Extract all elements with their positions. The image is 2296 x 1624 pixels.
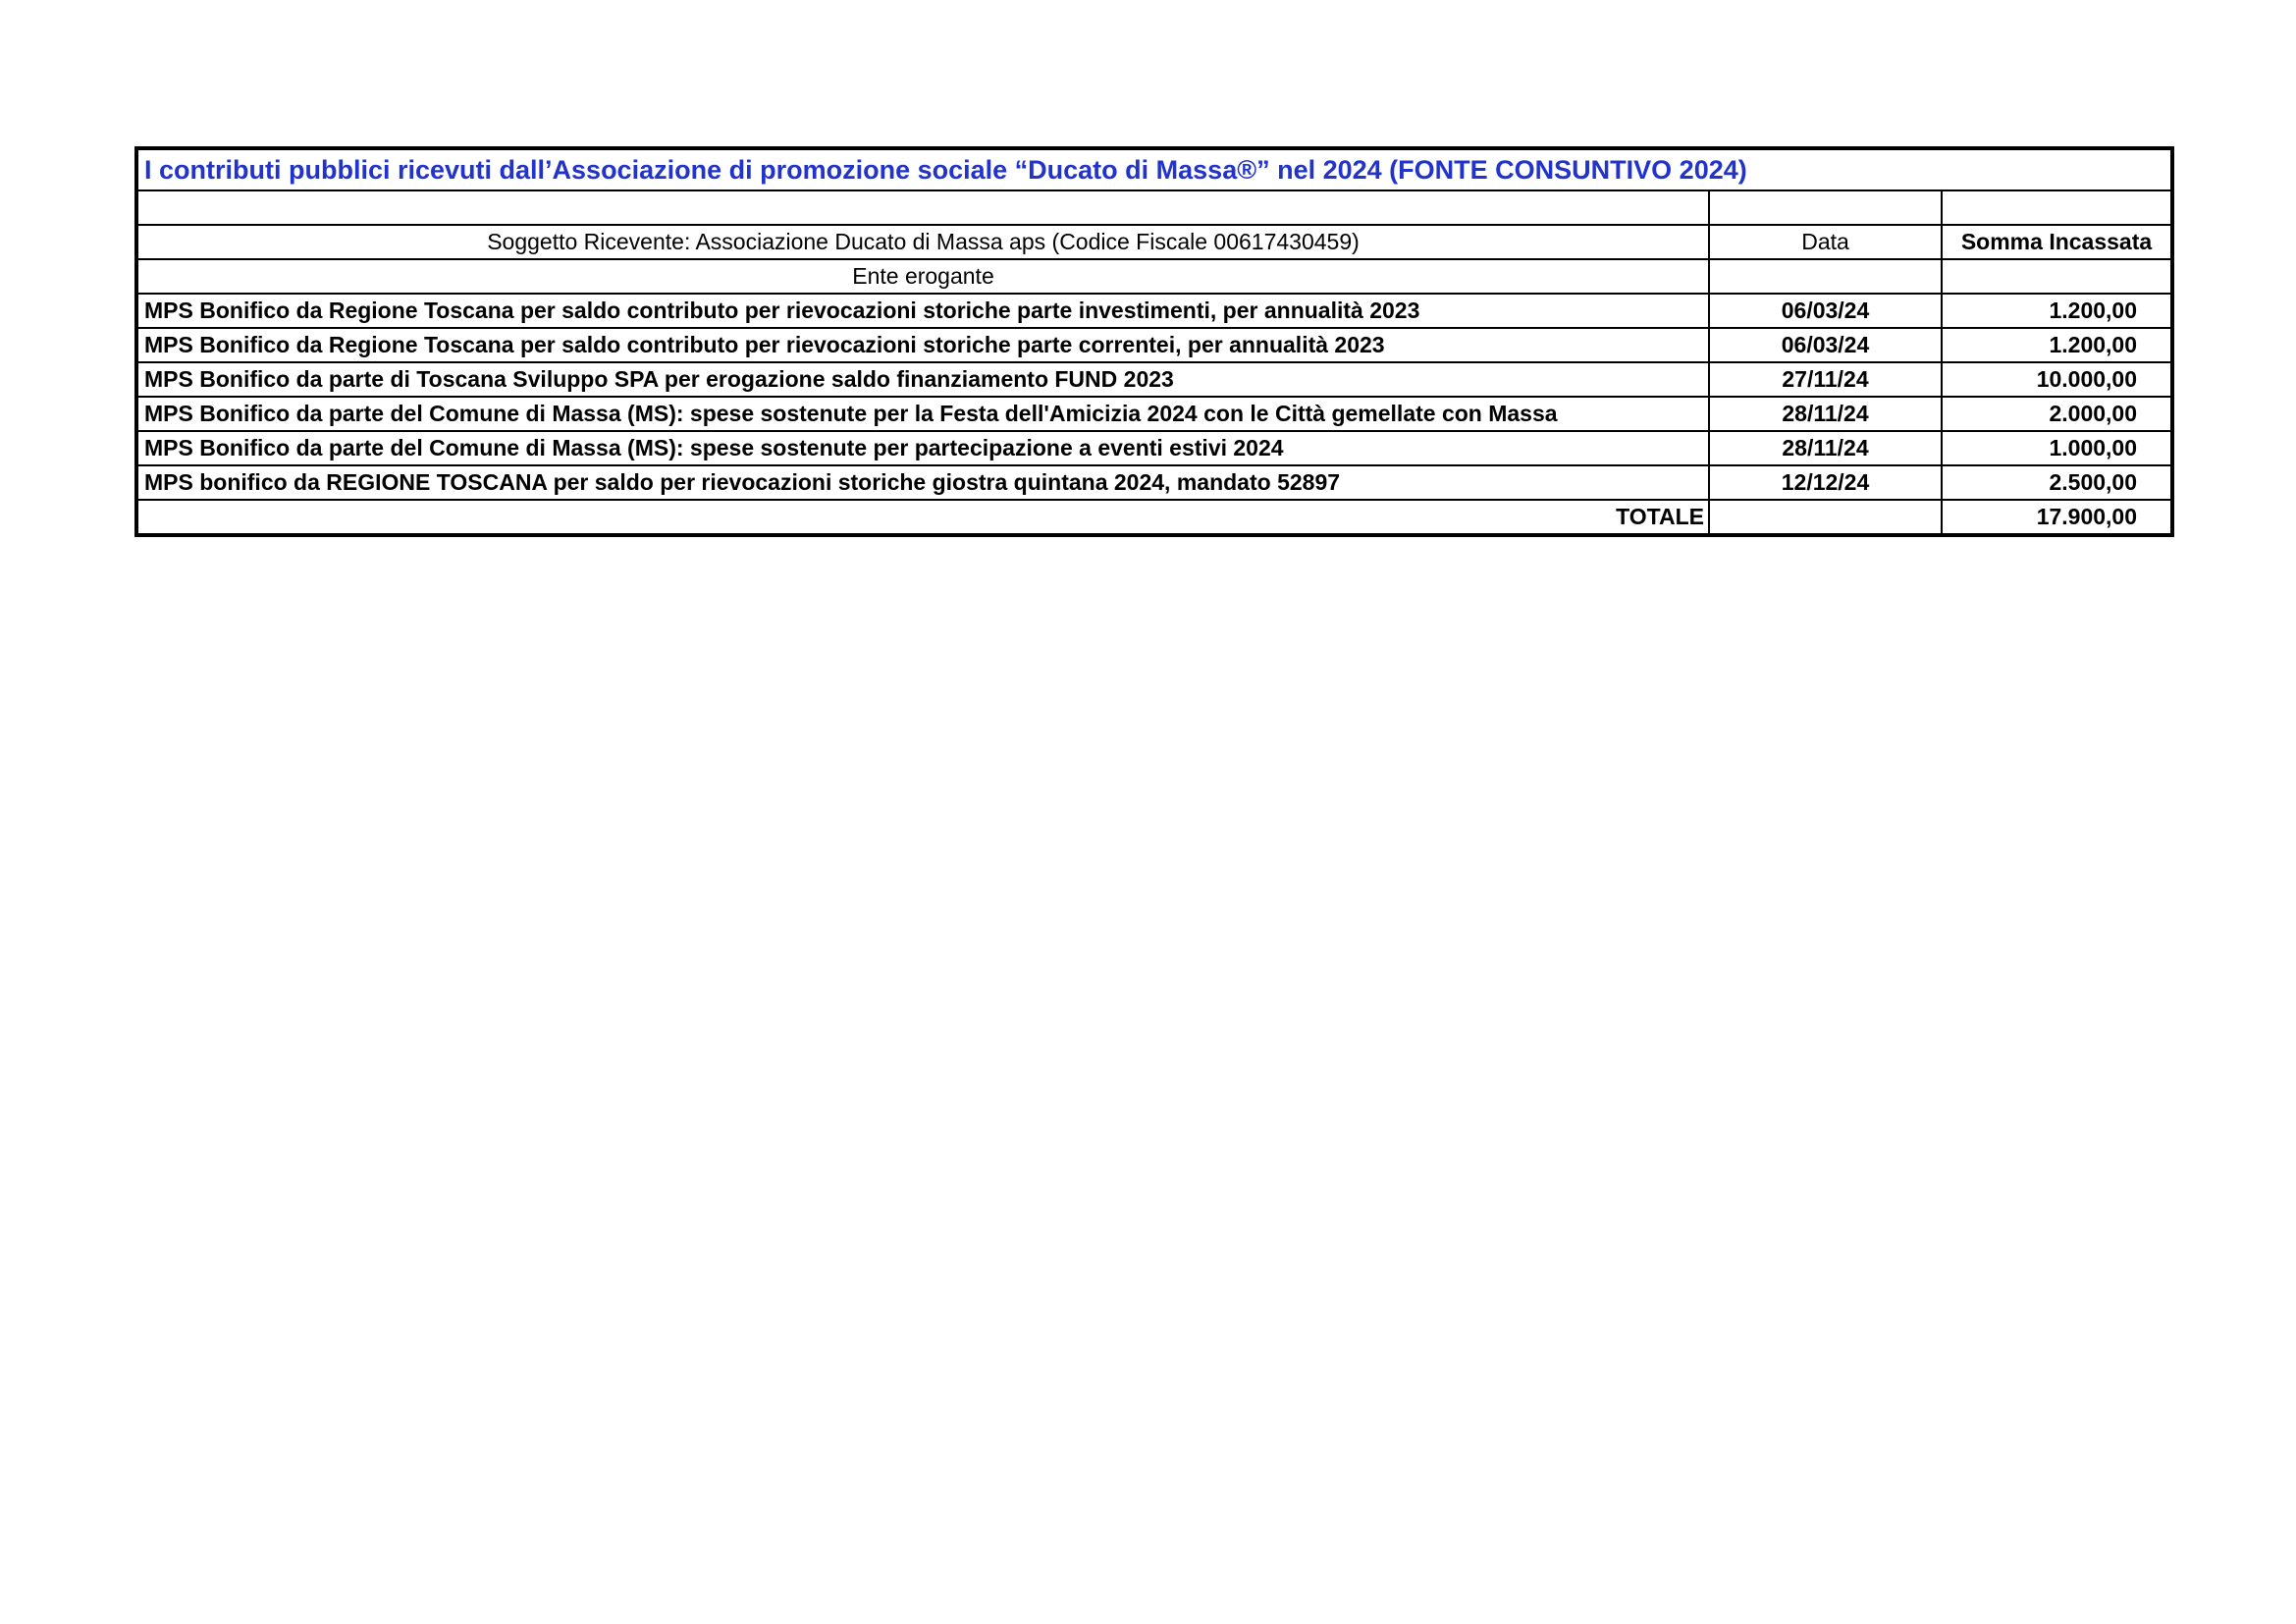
total-row	[136, 500, 2172, 535]
row-date: 06/03/24	[1709, 294, 1942, 328]
blank-cell	[1942, 259, 2172, 294]
blank-cell	[1709, 190, 1942, 225]
table-row	[136, 465, 2172, 500]
table-row	[136, 328, 2172, 362]
blank-cell	[1942, 190, 2172, 225]
recipient-header: Soggetto Ricevente: Associazione Ducato di Massa aps (Codice Fiscale 00617430459)	[136, 225, 1709, 259]
blank-cell	[1709, 259, 1942, 294]
title-row	[136, 148, 2172, 190]
row-amount: 2.500,00	[1942, 465, 2172, 500]
row-date: 28/11/24	[1709, 397, 1942, 431]
row-amount: 1.000,00	[1942, 431, 2172, 465]
row-date: 27/11/24	[1709, 362, 1942, 397]
table-row	[136, 397, 2172, 431]
row-amount: 1.200,00	[1942, 294, 2172, 328]
amount-header: Somma Incassata	[1942, 225, 2172, 259]
row-description: MPS bonifico da REGIONE TOSCANA per saldo per rievocazioni storiche giostra quintana 2024, mandato 52897	[136, 465, 1709, 500]
table-title: I contributi pubblici ricevuti dall’Associazione di promozione sociale “Ducato di Massa®” nel 2024 (FONTE CONSUNTIVO 2024)	[136, 148, 2172, 190]
row-date: 28/11/24	[1709, 431, 1942, 465]
row-date: 06/03/24	[1709, 328, 1942, 362]
row-description: MPS Bonifico da parte di Toscana Sviluppo SPA per erogazione saldo finanziamento FUND 2023	[136, 362, 1709, 397]
header-row	[136, 225, 2172, 259]
ente-header: Ente erogante	[136, 259, 1709, 294]
row-date: 12/12/24	[1709, 465, 1942, 500]
row-description: MPS Bonifico da parte del Comune di Massa (MS): spese sostenute per la Festa dell'Amicizia 2024 con le Città gemellate con Massa	[136, 397, 1709, 431]
date-header: Data	[1709, 225, 1942, 259]
total-label: TOTALE	[136, 500, 1709, 535]
row-amount: 10.000,00	[1942, 362, 2172, 397]
row-amount: 1.200,00	[1942, 328, 2172, 362]
table-row	[136, 294, 2172, 328]
table-row	[136, 431, 2172, 465]
contributions-table	[134, 146, 2174, 537]
blank-row	[136, 190, 2172, 225]
blank-cell	[136, 190, 1709, 225]
row-description: MPS Bonifico da parte del Comune di Massa (MS): spese sostenute per partecipazione a eventi estivi 2024	[136, 431, 1709, 465]
subheader-row	[136, 259, 2172, 294]
total-amount: 17.900,00	[1942, 500, 2172, 535]
row-description: MPS Bonifico da Regione Toscana per saldo contributo per rievocazioni storiche parte correntei, per annualità 2023	[136, 328, 1709, 362]
table-row	[136, 362, 2172, 397]
row-description: MPS Bonifico da Regione Toscana per saldo contributo per rievocazioni storiche parte investimenti, per annualità 2023	[136, 294, 1709, 328]
blank-cell	[1709, 500, 1942, 535]
row-amount: 2.000,00	[1942, 397, 2172, 431]
